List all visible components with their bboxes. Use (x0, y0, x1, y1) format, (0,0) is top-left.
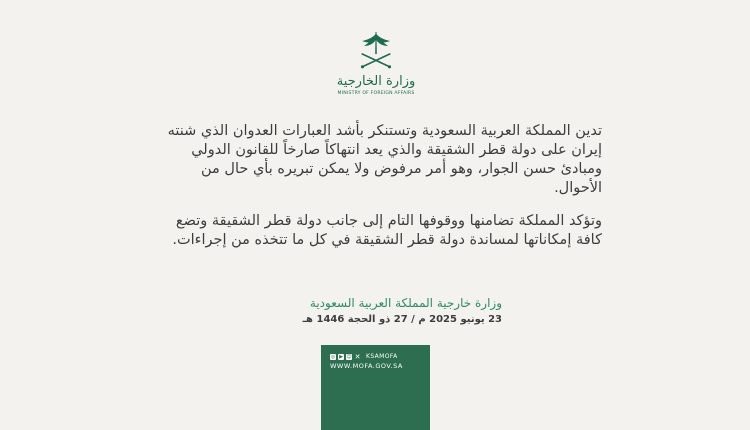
ministry-name-english: MINISTRY OF FOREIGN AFFAIRS (337, 91, 415, 96)
statement-paragraph-1: تدين المملكة العربية السعودية وتستنكر بأشد العبارات العدوان الذي شنته إيران على دولة قطر الشقيقة والذي يعد انتهاكاً صارخاً للقانون الدولي ومبادئ حسن الجوار، وهو أمر مرفوض ولا يمكن تبريره بأي حال من الأحوال. (167, 123, 602, 196)
statement-body (150, 122, 602, 250)
contact-footer (321, 345, 430, 430)
youtube-icon[interactable]: ▶ (339, 353, 343, 360)
signature-date: 23 يونيو 2025 م / 27 ذو الحجة 1446 هـ (302, 314, 502, 325)
instagram-icon[interactable]: ◎ (330, 353, 336, 360)
ministry-header (321, 30, 431, 96)
social-handle[interactable]: KSAMOFA (366, 353, 398, 360)
x-icon[interactable]: ✕ (354, 352, 361, 361)
ministry-name-arabic: وزارة الخارجية (336, 74, 416, 89)
snapchat-icon[interactable]: ☺ (346, 353, 352, 360)
signature-ministry: وزارة خارجية المملكة العربية السعودية (309, 296, 502, 310)
social-row (330, 353, 398, 360)
palm-and-swords-emblem-icon (354, 30, 398, 72)
statement-paragraph-2: وتؤكد المملكة تضامنها ووقوفها التام إلى جانب دولة قطر الشقيقة وتضع كافة إمكاناتها لمساندة دولة قطر الشقيقة في كل ما تتخذه من إجراءات. (172, 213, 602, 248)
signature-block (250, 295, 502, 328)
website-link[interactable]: WWW.MOFA.GOV.SA (330, 362, 403, 370)
